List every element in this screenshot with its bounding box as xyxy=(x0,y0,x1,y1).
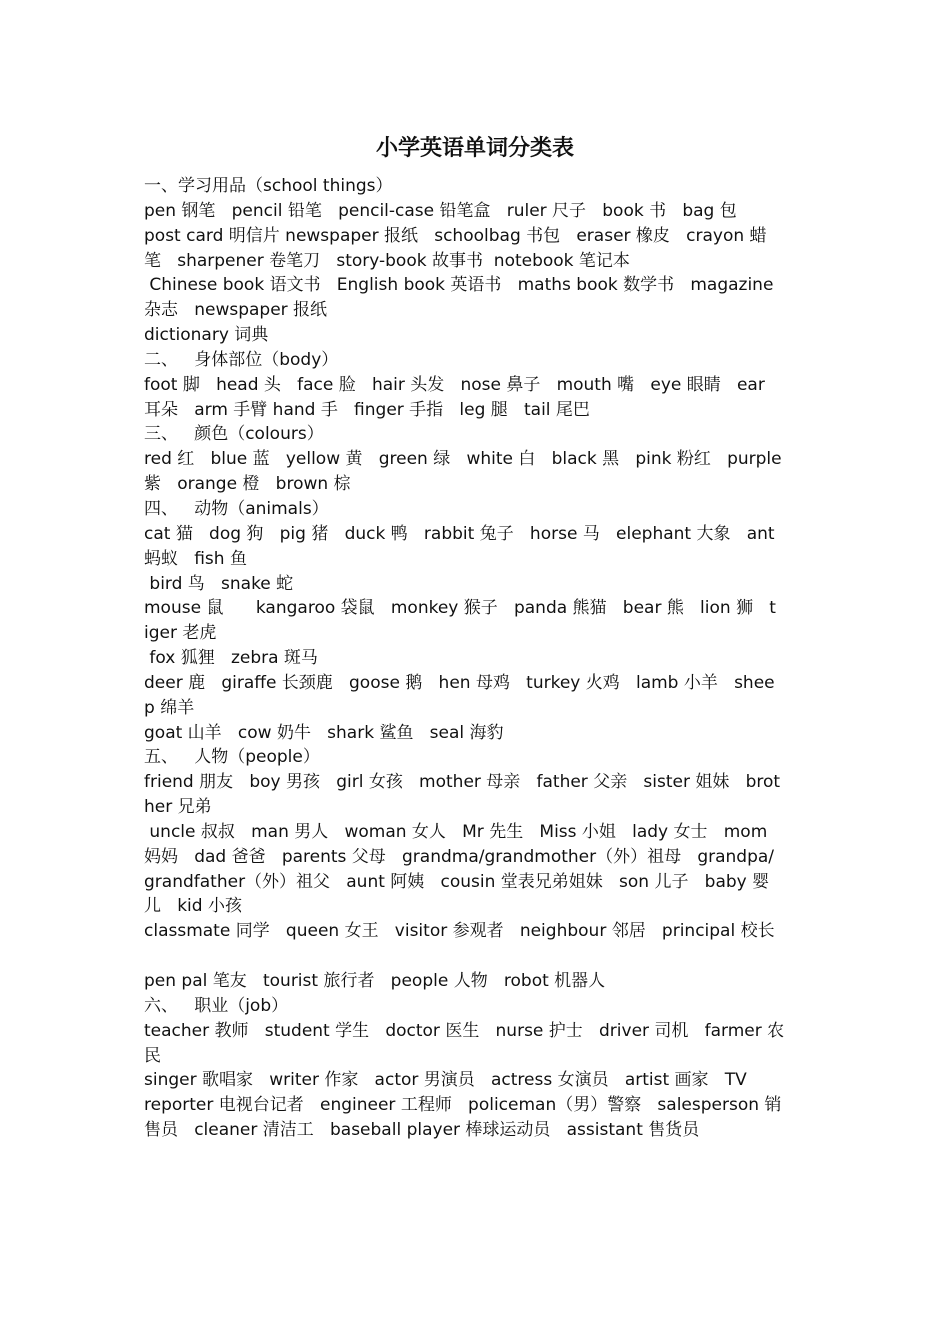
text-line: singer 歌唱家 writer 作家 actor 男演员 actress 女演员 artist 画家 TV xyxy=(144,1070,747,1091)
text-line: 四、 动物（animals） xyxy=(144,498,329,519)
text-line: 笔 sharpener 卷笔刀 story-book 故事书 notebook 笔记本 xyxy=(144,250,630,271)
text-line: 妈妈 dad 爸爸 parents 父母 grandma/grandmother（外）祖母 grandpa/ xyxy=(144,846,775,867)
text-line: p 绵羊 xyxy=(144,697,195,718)
text-line: 售员 cleaner 清洁工 baseball player 棒球运动员 assistant 售货员 xyxy=(144,1120,700,1141)
text-line: pen pal 笔友 tourist 旅行者 people 人物 robot 机器人 xyxy=(144,971,606,991)
text-line: dictionary 词典 xyxy=(144,325,269,346)
text-line: 一、学习用品（school things） xyxy=(144,176,393,196)
text-line: pen 钢笔 pencil 铅笔 pencil-case 铅笔盒 ruler 尺子 book 书 bag 包 xyxy=(144,200,737,221)
text-line: Chinese book 语文书 English book 英语书 maths book 数学书 magazine xyxy=(144,275,774,296)
text-line: iger 老虎 xyxy=(144,623,217,644)
text-line: 儿 kid 小孩 xyxy=(144,896,242,917)
text-line: mouse 鼠 kangaroo 袋鼠 monkey 猴子 panda 熊猫 bear 熊 lion 狮 t xyxy=(144,598,776,619)
text-line: reporter 电视台记者 engineer 工程师 policeman（男）警察 salesperson 销 xyxy=(144,1095,782,1116)
document-body xyxy=(144,174,808,1143)
text-line: friend 朋友 boy 男孩 girl 女孩 mother 母亲 father 父亲 sister 姐妹 brot xyxy=(144,772,781,793)
text-line: 紫 orange 橙 brown 棕 xyxy=(144,474,351,495)
text-line: classmate 同学 queen 女王 visitor 参观者 neighbour 邻居 principal 校长 xyxy=(144,921,775,942)
text-line: red 红 blue 蓝 yellow 黄 green 绿 white 白 black 黑 pink 粉红 purple xyxy=(144,449,782,470)
text-line: her 兄弟 xyxy=(144,797,212,818)
text-line: cat 猫 dog 狗 pig 猪 duck 鸭 rabbit 兔子 horse 马 elephant 大象 ant xyxy=(144,523,775,544)
text-line: grandfather（外）祖父 aunt 阿姨 cousin 堂表兄弟姐妹 son 儿子 baby 婴 xyxy=(144,871,770,892)
text-line: 三、 颜色（colours） xyxy=(144,424,324,445)
text-line: 耳朵 arm 手臂 hand 手 finger 手指 leg 腿 tail 尾巴 xyxy=(144,399,590,420)
text-line: goat 山羊 cow 奶牛 shark 鲨鱼 seal 海豹 xyxy=(144,722,504,743)
text-line: foot 脚 head 头 face 脸 hair 头发 nose 鼻子 mouth 嘴 eye 眼睛 ear xyxy=(144,374,765,395)
text-line xyxy=(144,944,808,969)
text-line: 六、 职业（job） xyxy=(144,995,289,1016)
text-line: 二、 身体部位（body） xyxy=(144,349,339,370)
text-line: post card 明信片 newspaper 报纸 schoolbag 书包 eraser 橡皮 crayon 蜡 xyxy=(144,225,767,246)
text-line: 杂志 newspaper 报纸 xyxy=(144,300,328,321)
document-title: 小学英语单词分类表 xyxy=(375,136,574,161)
text-line: deer 鹿 giraffe 长颈鹿 goose 鹅 hen 母鸡 turkey 火鸡 lamb 小羊 shee xyxy=(144,672,775,693)
text-line: teacher 教师 student 学生 doctor 医生 nurse 护士 driver 司机 farmer 农 xyxy=(144,1020,785,1041)
text-line: fox 狐狸 zebra 斑马 xyxy=(144,648,318,669)
text-line: bird 鸟 snake 蛇 xyxy=(144,573,294,594)
text-line: uncle 叔叔 man 男人 woman 女人 Mr 先生 Miss 小姐 lady 女士 mom xyxy=(144,821,768,842)
text-line: 蚂蚁 fish 鱼 xyxy=(144,548,247,569)
text-line: 民 xyxy=(144,1045,161,1066)
text-line: 五、 人物（people） xyxy=(144,747,320,768)
